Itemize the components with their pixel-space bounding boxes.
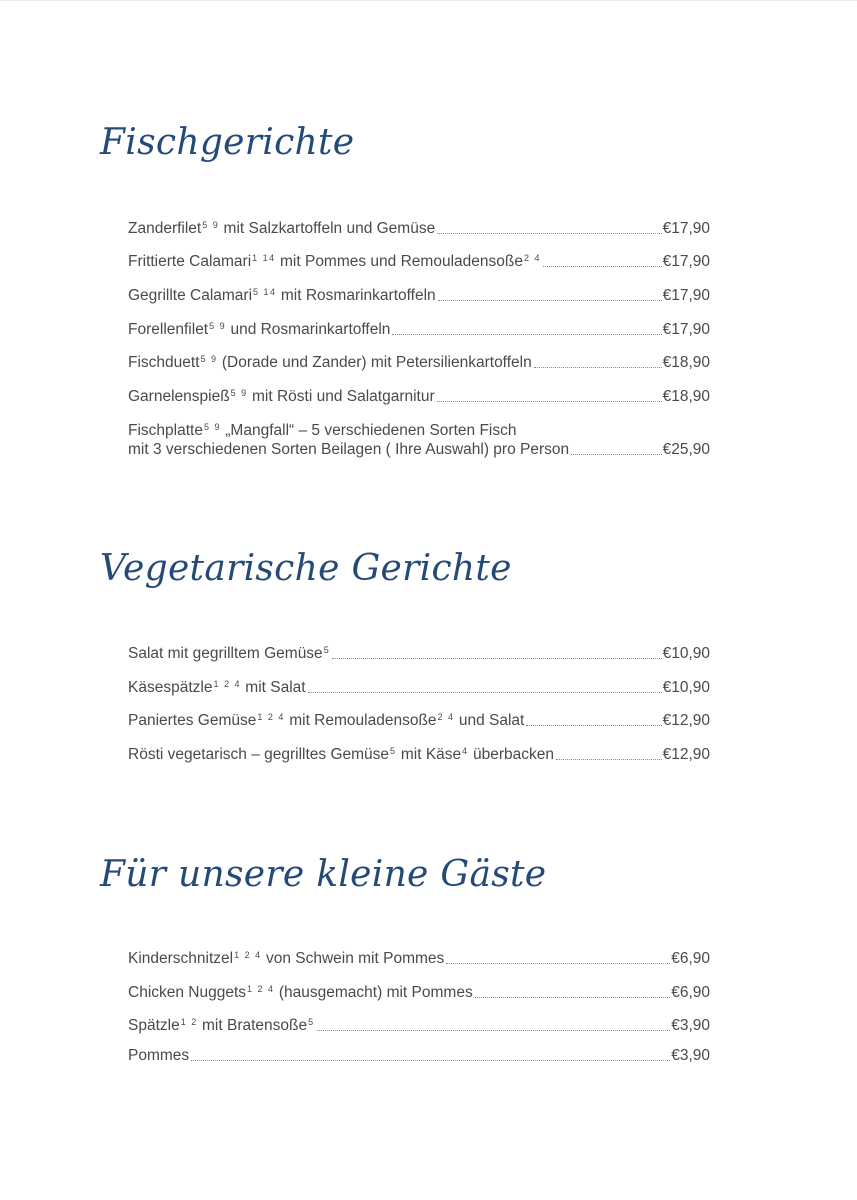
- menu-item: [128, 1046, 710, 1065]
- dish-name: Fischplatte: [128, 422, 203, 439]
- dot-leader: [332, 657, 661, 659]
- menu-item: [128, 980, 710, 1002]
- allergen-codes: 1 2 4: [234, 950, 262, 960]
- allergen-codes: 5 14: [253, 287, 277, 297]
- allergen-codes: 5 9: [209, 321, 227, 331]
- dot-leader: [437, 400, 662, 402]
- price: €25,90: [662, 441, 710, 458]
- dot-leader: [392, 333, 661, 335]
- dish-name: Spätzle: [128, 1017, 180, 1034]
- menu-item: [128, 249, 710, 271]
- price: €17,90: [662, 287, 710, 304]
- section-title: Für unsere kleine Gäste: [100, 854, 547, 895]
- dish-description: „Mangfall“ – 5 verschiedenen Sorten Fisch: [220, 422, 517, 439]
- allergen-codes: 5: [323, 645, 331, 655]
- dish-name: Chicken Nuggets: [128, 984, 247, 1001]
- dish-description: mit Rösti und Salatgarnitur: [247, 388, 435, 405]
- section-title: Fischgerichte: [100, 122, 355, 163]
- page-top-border: [0, 0, 857, 1]
- menu-item: [128, 317, 710, 339]
- dish-description: von Schwein mit Pommes: [261, 950, 445, 967]
- allergen-codes: 5: [390, 746, 397, 756]
- allergen-codes: 1 14: [252, 253, 276, 263]
- dish-description: mit Rosmarinkartoffeln: [276, 287, 436, 304]
- menu-item: [128, 216, 710, 238]
- price: €6,90: [671, 950, 710, 967]
- allergen-codes: 5 9: [200, 354, 218, 364]
- dish-name: Garnelenspieß: [128, 388, 230, 405]
- dot-leader: [438, 299, 662, 301]
- menu-item: [128, 742, 710, 764]
- menu-item: [128, 708, 710, 730]
- price: €10,90: [662, 645, 710, 662]
- price: €3,90: [671, 1047, 710, 1064]
- dish-name: Kinderschnitzel: [128, 950, 234, 967]
- price: €6,90: [671, 984, 710, 1001]
- price: €18,90: [662, 354, 710, 371]
- menu-item: [128, 418, 710, 459]
- allergen-codes: 2 4: [437, 712, 455, 722]
- dish-name: Paniertes Gemüse: [128, 712, 257, 729]
- dot-leader: [526, 724, 661, 726]
- price: €17,90: [662, 321, 710, 338]
- dot-leader: [437, 232, 661, 234]
- menu-item: [128, 1013, 710, 1035]
- allergen-codes: 2 4: [523, 253, 541, 263]
- menu-item: [128, 946, 710, 968]
- dot-leader: [534, 366, 662, 368]
- dish-name: Salat mit gegrilltem Gemüse: [128, 645, 323, 662]
- dish-name: Fischduett: [128, 354, 200, 371]
- dot-leader: [475, 996, 671, 998]
- allergen-codes: 5 9: [230, 388, 248, 398]
- price: €17,90: [662, 220, 710, 237]
- dot-leader: [543, 265, 662, 267]
- menu-item: [128, 283, 710, 305]
- dish-description: (hausgemacht) mit Pommes: [274, 984, 473, 1001]
- dish-name: Käsespätzle: [128, 679, 213, 696]
- dot-leader: [571, 453, 661, 455]
- section-title: Vegetarische Gerichte: [100, 548, 512, 589]
- dish-description: mit Pommes und Remouladensoße: [275, 253, 523, 270]
- dot-leader: [191, 1059, 670, 1061]
- dish-description: (Dorade und Zander) mit Petersilienkartoffeln: [217, 354, 532, 371]
- price: €3,90: [671, 1017, 710, 1034]
- price: €12,90: [662, 746, 710, 763]
- allergen-codes: 4: [462, 746, 469, 756]
- allergen-codes: 1 2 4: [247, 984, 275, 994]
- dot-leader: [317, 1029, 671, 1031]
- dish-name: Pommes: [128, 1047, 190, 1064]
- dish-description: mit Käse: [396, 746, 462, 763]
- dish-name: Rösti vegetarisch – gegrilltes Gemüse: [128, 746, 390, 763]
- price: €12,90: [662, 712, 710, 729]
- price: €18,90: [662, 388, 710, 405]
- dish-description: mit Salat: [240, 679, 306, 696]
- allergen-codes: 1 2 4: [257, 712, 285, 722]
- menu-item: [128, 675, 710, 697]
- dish-description-line2: mit 3 verschiedenen Sorten Beilagen ( Ihre Auswahl) pro Person: [128, 441, 570, 458]
- dish-description: und Rosmarinkartoffeln: [226, 321, 391, 338]
- menu-item: [128, 384, 710, 406]
- allergen-codes: 1 2: [180, 1017, 198, 1027]
- dish-description: und Salat: [454, 712, 525, 729]
- dish-description: überbacken: [468, 746, 554, 763]
- allergen-codes: 1 2 4: [213, 679, 241, 689]
- allergen-codes: 5 9: [203, 422, 221, 432]
- dish-name: Zanderfilet: [128, 220, 202, 237]
- dish-name: Frittierte Calamari: [128, 253, 252, 270]
- dot-leader: [308, 691, 662, 693]
- allergen-codes: 5: [308, 1017, 315, 1027]
- price: €17,90: [662, 253, 710, 270]
- menu-item: [128, 350, 710, 372]
- menu-item: [128, 641, 710, 663]
- price: €10,90: [662, 679, 710, 696]
- dish-description: mit Remouladensoße: [284, 712, 437, 729]
- dish-description: mit Bratensoße: [197, 1017, 308, 1034]
- dish-description: mit Salzkartoffeln und Gemüse: [219, 220, 436, 237]
- dish-name: Forellenfilet: [128, 321, 209, 338]
- dot-leader: [446, 962, 670, 964]
- allergen-codes: 5 9: [202, 220, 220, 230]
- dish-name: Gegrillte Calamari: [128, 287, 253, 304]
- dot-leader: [556, 758, 662, 760]
